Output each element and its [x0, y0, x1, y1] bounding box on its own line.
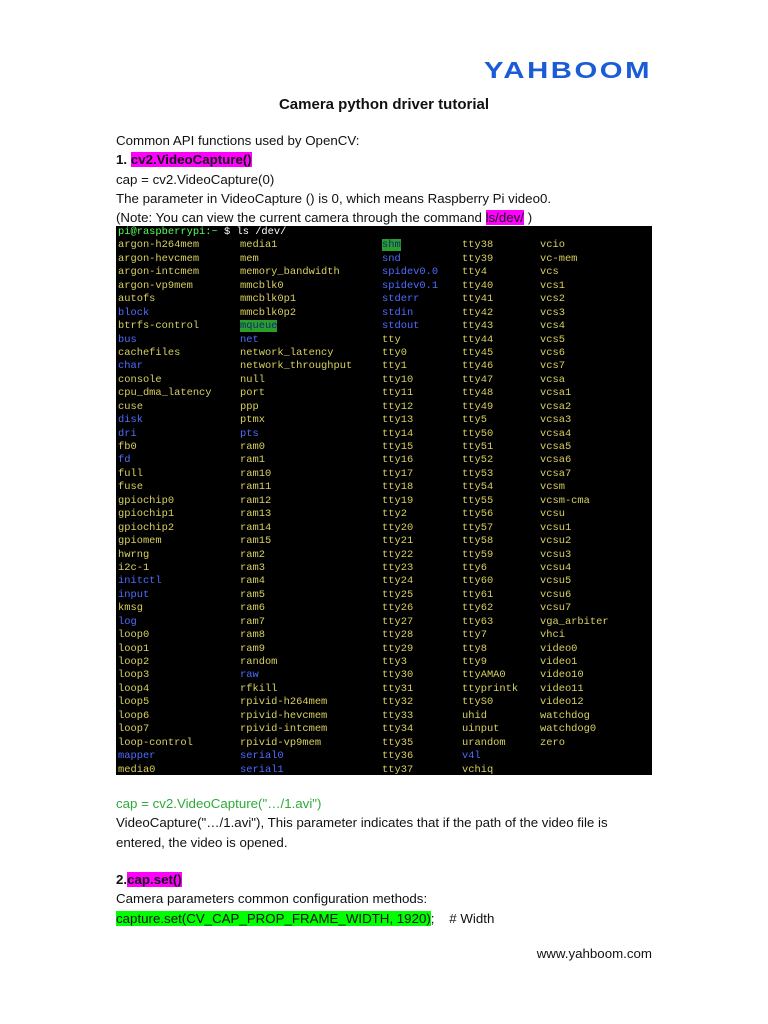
terminal-entry: loop7: [118, 723, 150, 736]
heading-2: [116, 870, 656, 889]
terminal-entry: cuse: [118, 400, 143, 413]
terminal-entry: autofs: [118, 293, 156, 306]
terminal-entry: gpiochip0: [118, 494, 175, 507]
cap-set-code: capture.set(CV_CAP_PROP_FRAME_WIDTH, 1920): [116, 910, 431, 926]
terminal-entry: vcsa5: [540, 441, 572, 453]
terminal-entry: memory_bandwidth: [240, 266, 340, 279]
explain-text: The parameter in VideoCapture () is 0, which means Raspberry Pi video0.: [116, 190, 552, 206]
terminal-entry: vcsu: [540, 508, 565, 521]
terminal-entry: tty9: [462, 656, 487, 668]
terminal-entry: loop0: [118, 629, 150, 642]
terminal-entry: tty41: [462, 293, 494, 306]
terminal-entry: tty5: [462, 414, 487, 427]
terminal-entry: video0: [540, 642, 578, 655]
terminal-entry: i2c-1: [118, 561, 150, 574]
terminal-entry: tty35: [382, 736, 414, 749]
terminal-entry: cachefiles: [118, 346, 181, 359]
terminal-entry: rpivid-h264mem: [240, 696, 328, 709]
terminal-entry: tty3: [382, 656, 407, 668]
terminal-entry: fb0: [118, 441, 137, 453]
terminal-entry: tty29: [382, 642, 414, 655]
terminal-entry: stdin: [382, 306, 414, 319]
terminal-entry: vcs5: [540, 333, 565, 346]
terminal-entry: tty: [382, 333, 401, 346]
terminal-entry: raw: [240, 669, 259, 682]
heading-1-number: 1.: [116, 152, 128, 168]
page-title: Camera python driver tutorial: [278, 96, 490, 113]
video-file-explain-2: entered, the video is opened.: [116, 834, 288, 850]
terminal-entry: rfkill: [240, 682, 278, 695]
terminal-entry: vcsu2: [540, 535, 572, 548]
terminal-entry: tty10: [382, 373, 414, 386]
terminal-entry: tty31: [382, 682, 414, 695]
terminal-entry: tty44: [462, 333, 494, 346]
terminal-entry: argon-intcmem: [118, 266, 200, 279]
terminal-entry: tty30: [382, 669, 414, 682]
terminal-entry: argon-hevcmem: [118, 252, 200, 265]
terminal-entry: vcsm-cma: [540, 494, 590, 507]
terminal-entry: vc-mem: [540, 252, 578, 265]
terminal-entry: uhid: [462, 709, 487, 722]
terminal-entry: tty40: [462, 279, 494, 292]
terminal-entry: tty19: [382, 494, 414, 507]
terminal-entry: tty38: [462, 239, 494, 252]
terminal-entry: vcsu7: [540, 602, 572, 615]
terminal-entry: ram1: [240, 454, 265, 467]
terminal-entry: null: [240, 373, 265, 386]
heading-1: [116, 150, 656, 169]
terminal-prompt: [118, 226, 286, 239]
heading-1-text: cv2.VideoCapture(): [130, 152, 252, 168]
note-command: ls/dev/: [485, 210, 524, 226]
terminal-entry: tty52: [462, 454, 494, 467]
terminal-entry: tty2: [382, 508, 407, 521]
section-cap-set: [116, 870, 656, 928]
terminal-entry: tty59: [462, 548, 494, 561]
code-line-video-file: cap = cv2.VideoCapture("…/1.avi"): [116, 796, 322, 811]
terminal-entry: tty45: [462, 346, 494, 359]
terminal-entry: loop2: [118, 656, 150, 668]
terminal-entry: tty58: [462, 535, 494, 548]
terminal-entry: serial0: [240, 750, 284, 763]
terminal-entry: ram2: [240, 548, 265, 561]
terminal-entry: tty25: [382, 588, 414, 601]
terminal-entry: tty20: [382, 521, 414, 534]
terminal-entry: loop1: [118, 642, 150, 655]
terminal-entry: ram15: [240, 535, 272, 548]
cap-set-intro: Camera parameters common configuration methods:: [116, 891, 428, 907]
terminal-entry: snd: [382, 252, 401, 265]
terminal-entry: tty28: [382, 629, 414, 642]
terminal-entry: cpu_dma_latency: [118, 387, 212, 400]
terminal-entry: char: [118, 360, 143, 373]
terminal-column: [240, 239, 352, 775]
terminal-entry: tty32: [382, 696, 414, 709]
terminal-entry: vchiq: [462, 763, 494, 775]
terminal-entry: tty36: [382, 750, 414, 763]
terminal-entry: tty39: [462, 252, 494, 265]
terminal-entry: block: [118, 306, 150, 319]
terminal-entry: gpiochip1: [118, 508, 175, 521]
cap-set-code-line: [116, 909, 656, 928]
terminal-entry: video10: [540, 669, 584, 682]
terminal-entry: vcsa6: [540, 454, 572, 467]
terminal-entry: vcs2: [540, 293, 565, 306]
terminal-entry: tty18: [382, 481, 414, 494]
terminal-entry: ram12: [240, 494, 272, 507]
terminal-entry: tty12: [382, 400, 414, 413]
terminal-entry: tty15: [382, 441, 414, 453]
terminal-entry: vcs3: [540, 306, 565, 319]
terminal-entry: tty14: [382, 427, 414, 440]
cap-set-code-suffix: ;: [430, 910, 435, 926]
terminal-entry: vcsu1: [540, 521, 572, 534]
terminal-entry: watchdog: [540, 709, 590, 722]
terminal-entry: tty43: [462, 320, 494, 333]
terminal-entry: ttyprintk: [462, 682, 519, 695]
terminal-entry: tty16: [382, 454, 414, 467]
terminal-entry: vcs: [540, 266, 559, 279]
terminal-entry: bus: [118, 333, 137, 346]
terminal-entry: pts: [240, 427, 259, 440]
terminal-entry: loop3: [118, 669, 150, 682]
terminal-column: [382, 239, 438, 775]
terminal-entry: full: [118, 467, 143, 480]
terminal-entry: tty60: [462, 575, 494, 588]
terminal-entry: ram3: [240, 561, 265, 574]
terminal-entry: tty17: [382, 467, 414, 480]
terminal-entry: loop6: [118, 709, 150, 722]
note-text: [116, 208, 656, 227]
terminal-entry: media1: [240, 239, 278, 252]
terminal-entry: tty34: [382, 723, 414, 736]
terminal-entry: vcsa4: [540, 427, 572, 440]
terminal-entry: vcs6: [540, 346, 565, 359]
terminal-entry: gpiomem: [118, 535, 162, 548]
terminal-entry: tty63: [462, 615, 494, 628]
terminal-entry: stdout: [382, 320, 420, 333]
terminal-entry: mmcblk0p1: [240, 293, 297, 306]
terminal-entry: watchdog0: [540, 723, 597, 736]
terminal-entry: tty33: [382, 709, 414, 722]
section-video-file: [116, 794, 656, 852]
terminal-entry: ram10: [240, 467, 272, 480]
terminal-entry: urandom: [462, 736, 506, 749]
terminal-entry: tty47: [462, 373, 494, 386]
terminal-entry: tty49: [462, 400, 494, 413]
terminal-entry: vga_arbiter: [540, 615, 609, 628]
terminal-entry: disk: [118, 414, 143, 427]
terminal-entry: tty61: [462, 588, 494, 601]
terminal-entry: vcsa: [540, 373, 565, 386]
terminal-entry: ram4: [240, 575, 265, 588]
terminal-entry: tty23: [382, 561, 414, 574]
terminal-entry: mem: [240, 252, 259, 265]
section-opencv-intro: [116, 131, 656, 227]
terminal-entry: spidev0.0: [382, 266, 439, 279]
terminal-entry: zero: [540, 736, 565, 749]
terminal-entry: rpivid-hevcmem: [240, 709, 328, 722]
terminal-entry: ppp: [240, 400, 259, 413]
terminal-entry: tty57: [462, 521, 494, 534]
terminal-entry: tty51: [462, 441, 494, 453]
prompt-user: pi@raspberrypi:~: [118, 226, 218, 238]
terminal-entry-highlight: mqueue: [240, 320, 278, 333]
logo-text: YAHBOOM: [484, 57, 652, 83]
terminal-entry: tty46: [462, 360, 494, 373]
terminal-entry: vcs7: [540, 360, 565, 373]
terminal-entry: network_throughput: [240, 360, 353, 373]
terminal-entry: [382, 239, 438, 252]
terminal-entry: media0: [118, 763, 156, 775]
terminal-entry: tty50: [462, 427, 494, 440]
terminal-entry: tty22: [382, 548, 414, 561]
yahboom-logo-icon: [484, 56, 654, 84]
terminal-entry: argon-vp9mem: [118, 279, 193, 292]
terminal-entry: tty8: [462, 642, 487, 655]
terminal-entry: dri: [118, 427, 137, 440]
prompt-command: $ ls /dev/: [217, 226, 287, 238]
terminal-entry: tty24: [382, 575, 414, 588]
terminal-entry: initctl: [118, 575, 162, 588]
terminal-entry: loop5: [118, 696, 150, 709]
terminal-entry: mapper: [118, 750, 156, 763]
terminal-column: [540, 239, 609, 750]
terminal-entry: ttyS0: [462, 696, 494, 709]
terminal-entry: ram5: [240, 588, 265, 601]
terminal-entry: mmcblk0p2: [240, 306, 297, 319]
terminal-entry: tty26: [382, 602, 414, 615]
terminal-entry: tty42: [462, 306, 494, 319]
terminal-entry: ram13: [240, 508, 272, 521]
terminal-entry: tty0: [382, 346, 407, 359]
heading-2-number: 2.: [116, 872, 128, 887]
terminal-entry: video11: [540, 682, 584, 695]
terminal-entry: vcsa2: [540, 400, 572, 413]
terminal-entry: vhci: [540, 629, 565, 642]
terminal-entry: tty21: [382, 535, 414, 548]
terminal-entry: input: [118, 588, 150, 601]
terminal-entry: vcsm: [540, 481, 565, 494]
terminal-entry: tty7: [462, 629, 487, 642]
terminal-entry: tty62: [462, 602, 494, 615]
heading-2-text: cap.set(): [127, 872, 182, 887]
terminal-entry: tty27: [382, 615, 414, 628]
terminal-entry: tty55: [462, 494, 494, 507]
terminal-entry: [240, 320, 352, 333]
terminal-entry: serial1: [240, 763, 284, 775]
terminal-entry: ram14: [240, 521, 272, 534]
terminal-entry-highlight: shm: [382, 239, 401, 252]
terminal-entry: kmsg: [118, 602, 143, 615]
terminal-entry: ram7: [240, 615, 265, 628]
note-after: ): [524, 210, 533, 226]
terminal-entry: hwrng: [118, 548, 150, 561]
terminal-entry: spidev0.1: [382, 279, 439, 292]
terminal-entry: tty56: [462, 508, 494, 521]
terminal-entry: tty37: [382, 763, 414, 775]
terminal-entry: loop-control: [118, 736, 193, 749]
terminal-entry: vcsu4: [540, 561, 572, 574]
terminal-entry: tty11: [382, 387, 414, 400]
terminal-entry: vcsu3: [540, 548, 572, 561]
terminal-entry: console: [118, 373, 162, 386]
footer-url: www.yahboom.com: [536, 946, 652, 961]
terminal-entry: net: [240, 333, 259, 346]
terminal-entry: uinput: [462, 723, 500, 736]
terminal-entry: vcsa7: [540, 467, 572, 480]
terminal-entry: vcs1: [540, 279, 565, 292]
terminal-entry: ram11: [240, 481, 272, 494]
terminal-entry: vcsa3: [540, 414, 572, 427]
terminal-entry: vcs4: [540, 320, 565, 333]
terminal-entry: vcsu6: [540, 588, 572, 601]
terminal-entry: tty53: [462, 467, 494, 480]
terminal-entry: tty54: [462, 481, 494, 494]
terminal-entry: network_latency: [240, 346, 334, 359]
terminal-entry: v4l: [462, 750, 481, 763]
terminal-entry: ttyAMA0: [462, 669, 506, 682]
terminal-entry: tty1: [382, 360, 407, 373]
yahboom-logo: [484, 56, 654, 84]
terminal-entry: gpiochip2: [118, 521, 175, 534]
terminal-entry: ram0: [240, 441, 265, 453]
terminal-entry: port: [240, 387, 265, 400]
terminal-entry: vcio: [540, 239, 565, 252]
terminal-entry: tty13: [382, 414, 414, 427]
terminal-entry: argon-h264mem: [118, 239, 200, 252]
terminal-entry: tty48: [462, 387, 494, 400]
intro-text: Common API functions used by OpenCV:: [116, 133, 360, 148]
terminal-entry: fd: [118, 454, 131, 467]
terminal-entry: vcsa1: [540, 387, 572, 400]
terminal-entry: ptmx: [240, 414, 265, 427]
terminal-entry: tty4: [462, 266, 487, 279]
terminal-entry: loop4: [118, 682, 150, 695]
terminal-entry: rpivid-intcmem: [240, 723, 328, 736]
code-line-capture: cap = cv2.VideoCapture(0): [116, 171, 275, 187]
terminal-entry: random: [240, 656, 278, 668]
terminal-entry: btrfs-control: [118, 320, 200, 333]
note-before: (Note: You can view the current camera through the command: [116, 210, 486, 226]
terminal-entry: ram6: [240, 602, 265, 615]
terminal-entry: video12: [540, 696, 584, 709]
terminal-entry: ram9: [240, 642, 265, 655]
terminal-entry: ram8: [240, 629, 265, 642]
terminal-entry: rpivid-vp9mem: [240, 736, 322, 749]
terminal-column: [462, 239, 518, 775]
cap-set-comment: # Width: [434, 910, 495, 926]
terminal-entry: vcsu5: [540, 575, 572, 588]
terminal-screenshot: [116, 226, 652, 775]
terminal-entry: log: [118, 615, 137, 628]
terminal-column: [118, 239, 212, 775]
terminal-entry: stderr: [382, 293, 420, 306]
terminal-entry: fuse: [118, 481, 143, 494]
video-file-explain-1: VideoCapture("…/1.avi"), This parameter indicates that if the path of the video file is: [116, 815, 608, 831]
terminal-entry: tty6: [462, 561, 487, 574]
terminal-entry: video1: [540, 656, 578, 668]
terminal-entry: mmcblk0: [240, 279, 284, 292]
